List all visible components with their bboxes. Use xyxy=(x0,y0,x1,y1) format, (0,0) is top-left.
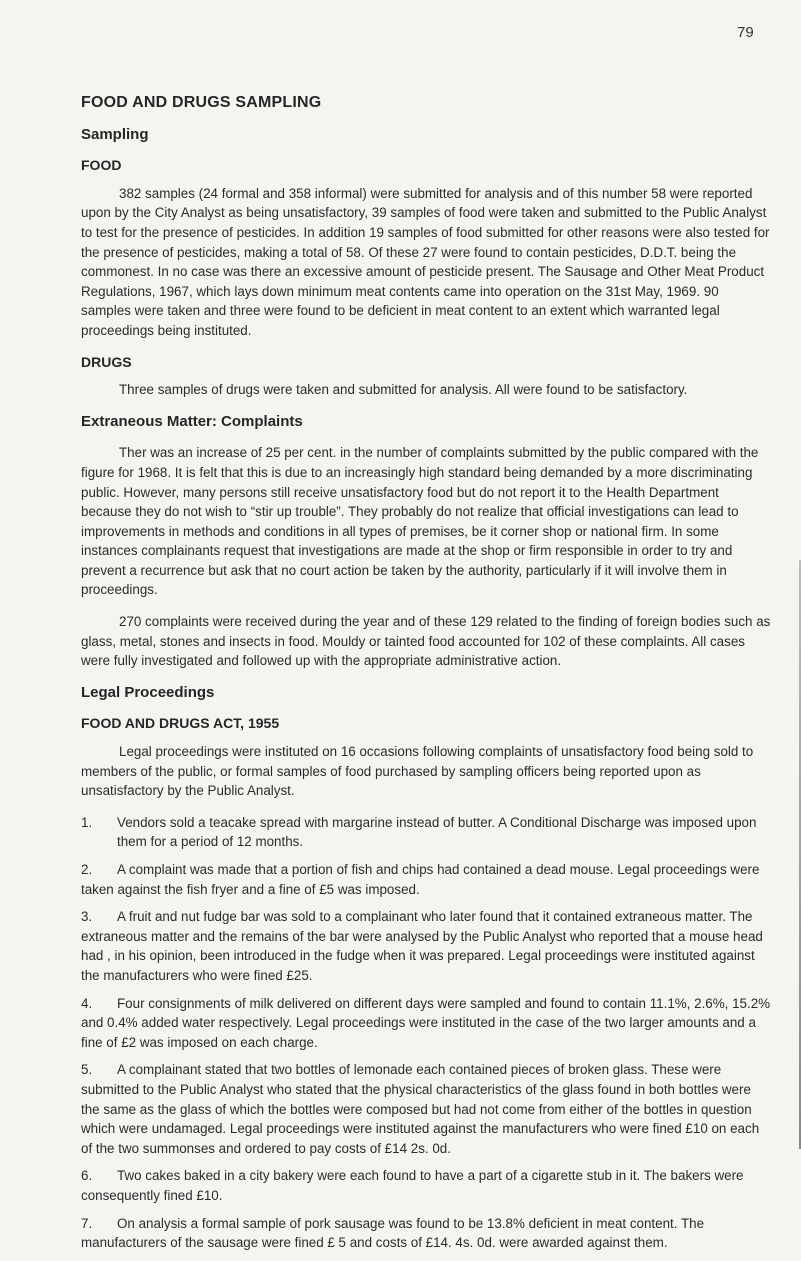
item-number: 3. xyxy=(81,909,93,925)
section-heading-sampling: Sampling xyxy=(81,125,149,143)
item-text: On analysis a formal sample of pork sausage was found to be 13.8% deficient in meat content. The manufacturers of the sausage were fined £ 5 and costs of £14. 4s. 0d. were awarded against them. xyxy=(81,1215,705,1251)
document-body xyxy=(81,93,771,1261)
page-number: 79 xyxy=(737,24,754,41)
legal-item-4 xyxy=(81,994,771,1053)
legal-item-3 xyxy=(81,907,771,985)
page-title: FOOD AND DRUGS SAMPLING xyxy=(81,94,322,111)
paragraph-food: 382 samples (24 formal and 358 informal) were submitted for analysis and of this number 58 were reported upon by the City Analyst as being unsatisfactory, 39 samples of food were taken and submitted to the Public Analyst to test for the presence of pesticides. In addition 19 samples of food submitted for other reasons were also tested for the presence of pesticides, making a total of 58. Of these 27 were found to contain pesticides, D.D.T. being the commonest. In no case was there an excessive amount of pesticide present. The Sausage and Other Meat Product Regulations, 1967, which lays down minimum meat contents came into operation on the 31st May, 1969. 90 samples were taken and three were found to be deficient in meat content to an extent which warranted legal proceedings being instituted. xyxy=(81,185,770,338)
subheading-act: FOOD AND DRUGS ACT, 1955 xyxy=(81,715,280,732)
item-text: Vendors sold a teacake spread with margarine instead of butter. A Conditional Discharge was imposed upon them for a period of 12 months. xyxy=(117,814,757,850)
item-number: 1. xyxy=(81,814,93,830)
paragraph-drugs: Three samples of drugs were taken and submitted for analysis. All were found to be satisfactory. xyxy=(119,382,688,398)
section-heading-complaints: Extraneous Matter: Complaints xyxy=(81,412,303,430)
legal-item-2 xyxy=(81,860,771,899)
item-text: A fruit and nut fudge bar was sold to a complainant who later found that it contained extraneous matter. The extraneous matter and the remains of the bar were analysed by the Public Analyst who reported that a mouse head had , in his opinion, been introduced in the fudge when it was prepared. Legal proceedings were instituted against the manufacturers who were fined £25. xyxy=(81,909,763,983)
legal-item-1 xyxy=(81,813,771,852)
paragraph-complaints-1: Ther was an increase of 25 per cent. in the number of complaints submitted by the public compared with the figure for 1968. It is felt that this is due to an increasingly high standard being demanded by a more discriminating public. However, many persons still receive unsatisfactory food but do not report it to the Health Department because they do not wish to “stir up trouble”. They probably do not realize that official investigations can lead to improvements in methods and conditions in all types of premises, be it corner shop or national firm. In some instances complainants request that investigations are made at the shop or firm responsible in order to try and prevent a recurrence but ask that no court action be taken by the authority, particularly if it will involve them in proceedings. xyxy=(81,445,759,598)
legal-item-7 xyxy=(81,1214,771,1253)
item-text: Two cakes baked in a city bakery were each found to have a part of a cigarette stub in it. The bakers were consequently fined £10. xyxy=(81,1168,744,1203)
item-text: A complaint was made that a portion of fish and chips had contained a dead mouse. Legal proceedings were taken against the fish fryer and a fine of £5 was imposed. xyxy=(81,862,760,897)
subheading-food: FOOD xyxy=(81,157,122,174)
legal-item-5 xyxy=(81,1060,771,1158)
item-number: 2. xyxy=(81,862,93,877)
item-text: A complainant stated that two bottles of lemonade each contained pieces of broken glass. These were submitted to the Public Analyst who stated that the physical characteristics of the glass found in both bottles were the same as the glass of which the bottles were composed but had not come from either of the bottles in question which were undamaged. Legal proceedings were instituted against the manufacturers who were fined £10 on each of the two summonses and ordered to pay costs of £14 2s. 0d. xyxy=(81,1062,760,1156)
subheading-drugs: DRUGS xyxy=(81,353,132,370)
item-text: Four consignments of milk delivered on different days were sampled and found to contain 11.1%, 2.6%, 15.2% and 0.4% added water respectively. Legal proceedings were instituted in the case of the two larger amounts and a fine of £2 was imposed on each charge. xyxy=(81,995,771,1050)
item-number: 6. xyxy=(81,1168,93,1184)
legal-item-6 xyxy=(81,1166,771,1205)
paragraph-legal-intro: Legal proceedings were instituted on 16 occasions following complaints of unsatisfactory food being sold to members of the public, or formal samples of food purchased by sampling officers being reported upon as unsatisfactory by the Public Analyst. xyxy=(81,744,754,799)
item-number: 5. xyxy=(81,1062,93,1078)
section-heading-legal: Legal Proceedings xyxy=(81,683,215,701)
paragraph-complaints-2: 270 complaints were received during the year and of these 129 related to the finding of foreign bodies such as glass, metal, stones and insects in food. Mouldy or tainted food accounted for 102 of these complaints. All cases were fully investigated and followed up with the appropriate administrative action. xyxy=(81,614,771,669)
item-number: 4. xyxy=(81,995,93,1011)
item-number: 7. xyxy=(81,1215,93,1231)
